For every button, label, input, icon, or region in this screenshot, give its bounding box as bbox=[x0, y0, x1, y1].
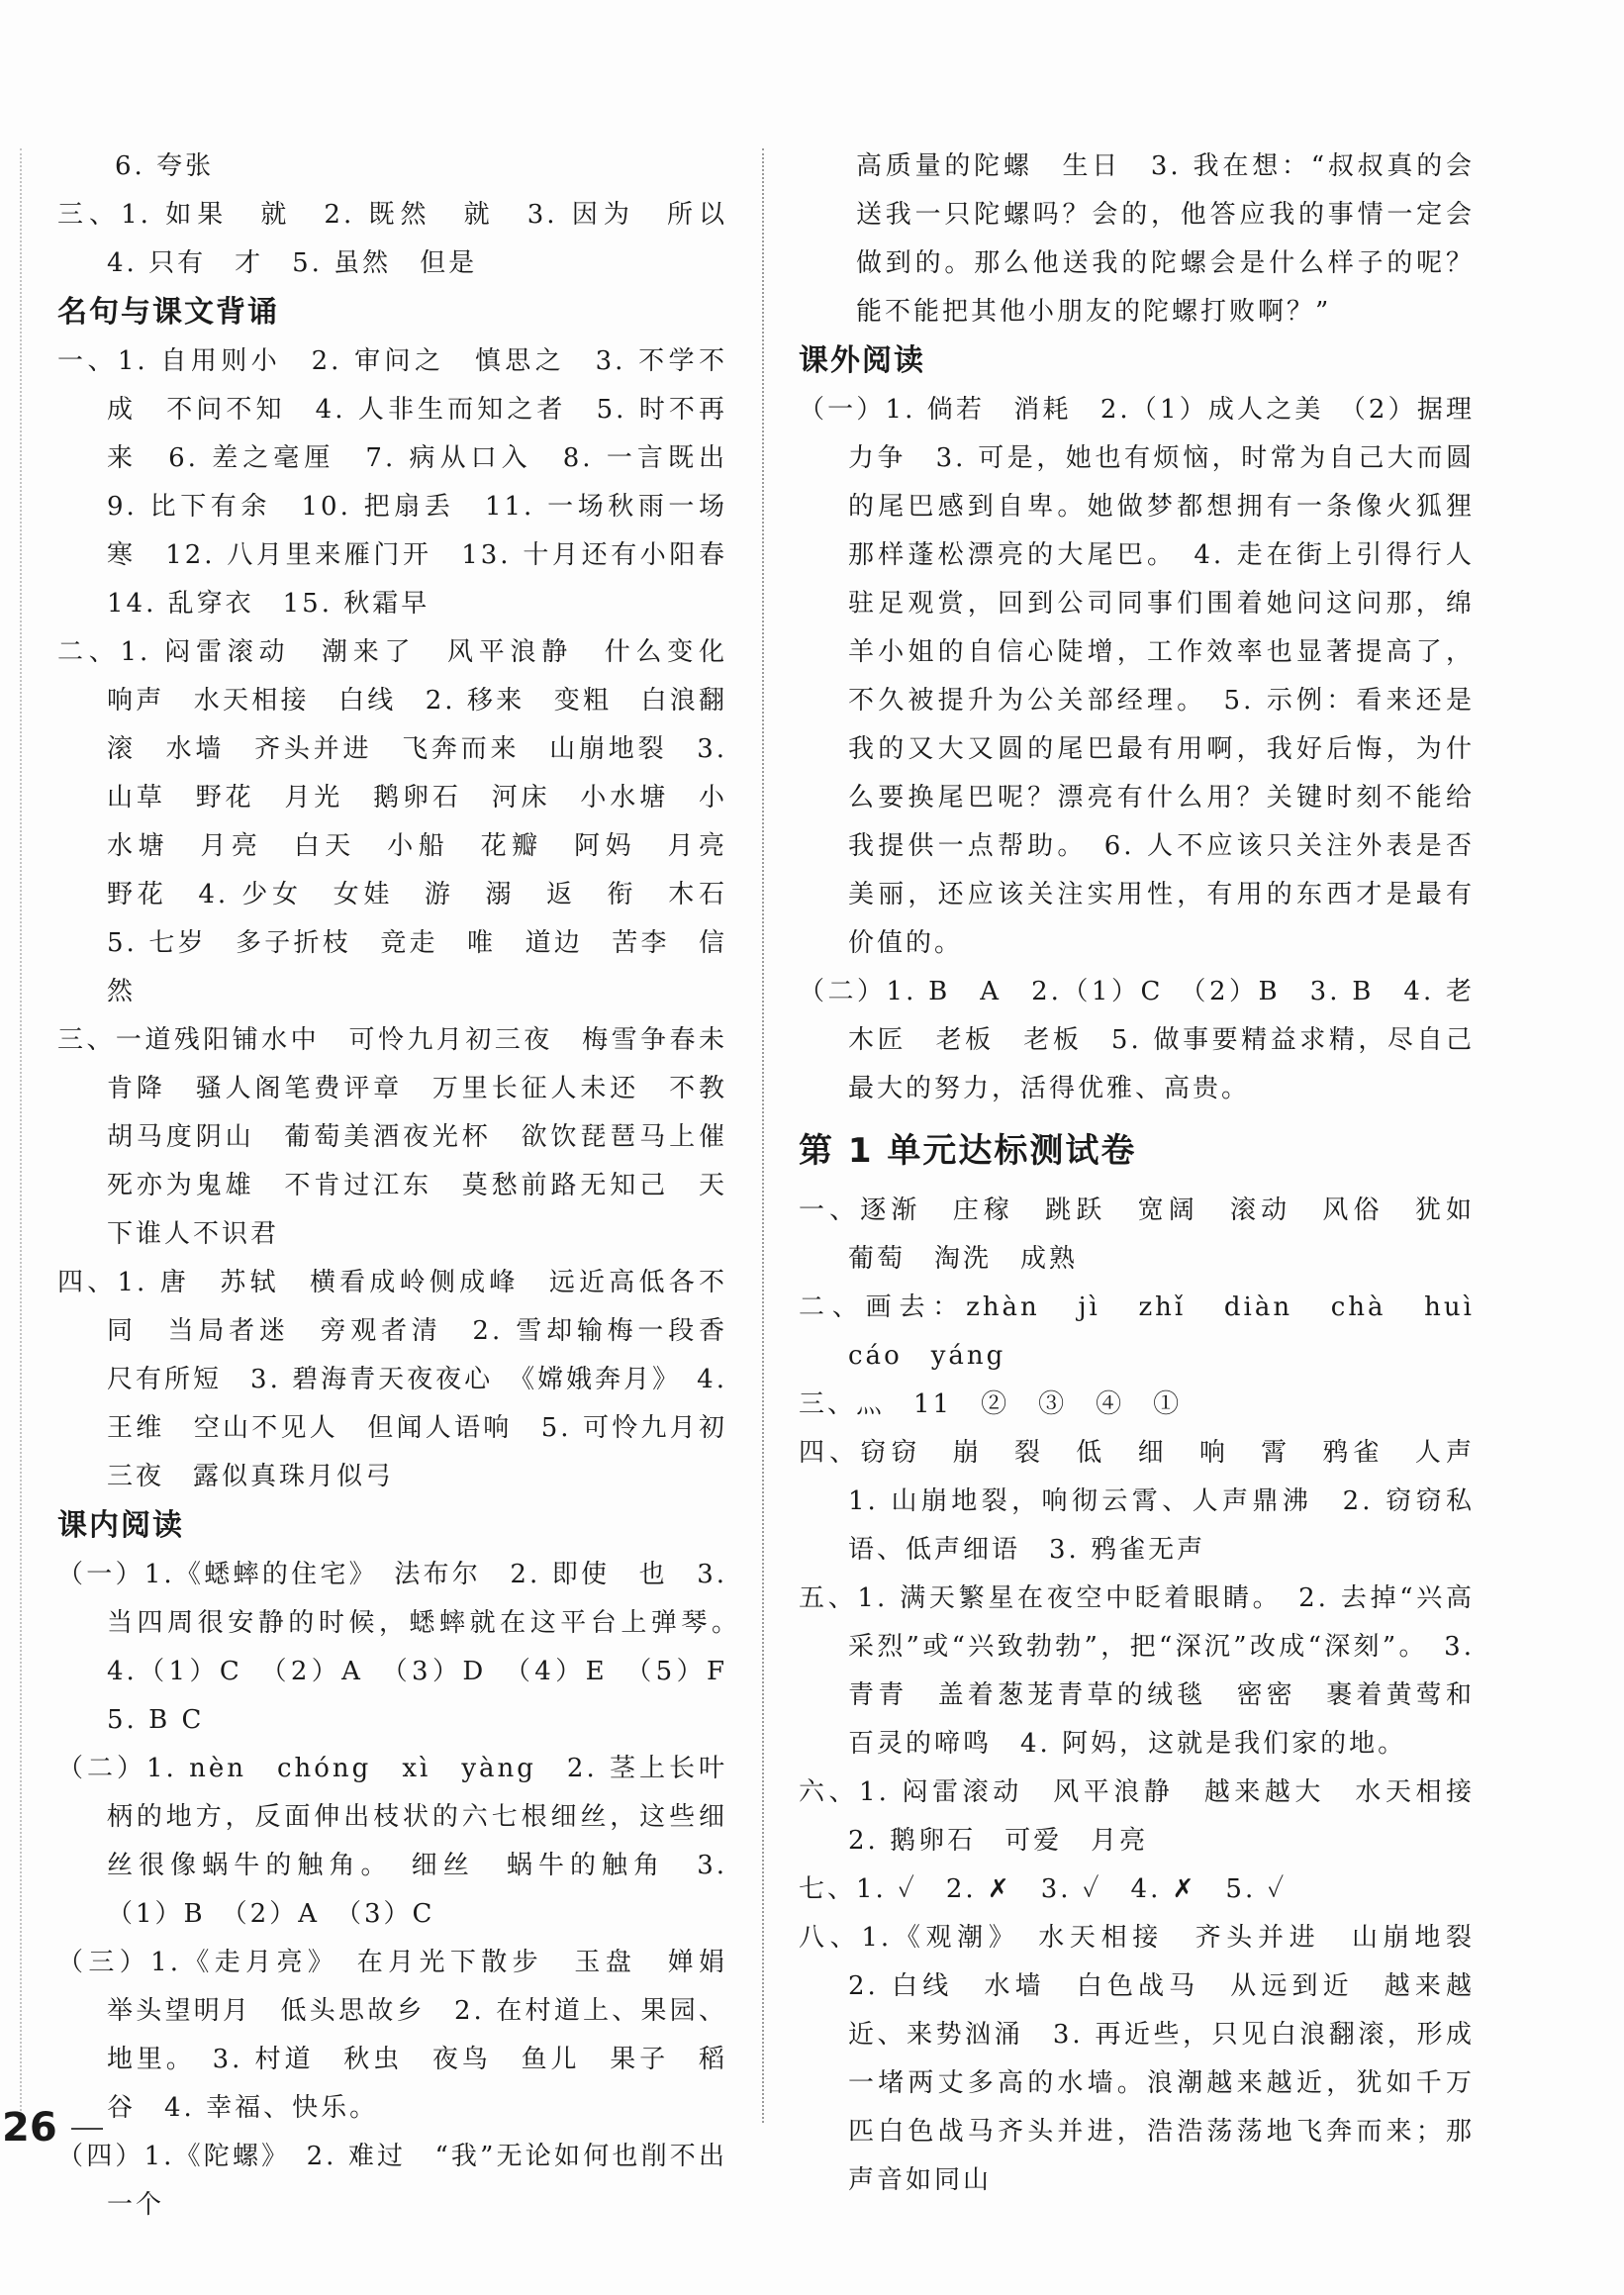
answer-paragraph: 七、1. ✓ 2. ✗ 3. ✓ 4. ✗ 5. ✓ bbox=[799, 1874, 1288, 1904]
page-number: 26 bbox=[2, 2105, 57, 2151]
section-heading: 课外阅读 bbox=[799, 343, 925, 378]
answer-paragraph: 一、逐渐 庄稼 跳跃 宽阔 滚动 风俗 犹如 葡萄 淘洗 成熟 bbox=[799, 1195, 1504, 1274]
answer-paragraph: （一）1. 倘若 消耗 2.（1）成人之美 （2）据理力争 3. 可是，她也有烦恼，时常为自己大而圆的尾巴感到自卑。她做梦都想拥有一条像火狐狸那样蓬松漂亮的大尾巴。 4. 走在街上引得行人驻足观赏，回到公司同事们围着她问这问那，绵羊小姐的自信心陡增，工作效率也显著提高了，不久被提升为公关部经理。 5. 示例：看来还是我的又大又圆的尾巴最有用啊，我好后悔，为什么要换尾巴呢？漂亮有什么用？关键时刻不能给我提供一点帮助。 6. 人不应该只关注外表是否美丽，还应该关注实用性，有用的东西才是最有价值的。 bbox=[799, 395, 1475, 958]
answer-paragraph: 6. 夸张 bbox=[115, 151, 215, 181]
column-divider bbox=[762, 148, 764, 2123]
left-column bbox=[57, 143, 757, 2230]
answer-paragraph: 八、1.《观潮》 水天相接 齐头并进 山崩地裂 2. 白线 水墙 白色战马 从远到近 越来越近、来势汹涌 3. 再近些，只见白浪翻滚，形成一堵两丈多高的水墙。浪潮越来越近，犹如千万匹白色战马齐头并进，浩浩荡荡地飞奔而来；那声音如同山 bbox=[799, 1923, 1504, 2195]
answer-paragraph: 六、1. 闷雷滚动 风平浪静 越来越大 水天相接 2. 鹅卵石 可爱 月亮 bbox=[799, 1777, 1504, 1856]
answer-paragraph: （二）1. nèn chóng xì yàng 2. 茎上长叶柄的地方，反面伸出枝状的六七根细丝，这些细丝很像蜗牛的触角。 细丝 蜗牛的触角 3.（1）B （2）A （3）C bbox=[57, 1754, 727, 1929]
answer-paragraph: （一）1.《蟋蟀的住宅》 法布尔 2. 即使 也 3. 当四周很安静的时候，蟋蟀就在这平台上弹琴。 4.（1）C （2）A （3）D （4）E （5）F 5. B C bbox=[57, 1560, 757, 1735]
answer-paragraph: （三）1.《走月亮》 在月光下散步 玉盘 婵娟 举头望明月 低头思故乡 2. 在村道上、果园、地里。 3. 村道 秋虫 夜鸟 鱼儿 果子 稻谷 4. 幸福、快乐。 bbox=[57, 1948, 757, 2123]
section-heading: 第 1 单元达标测试卷 bbox=[799, 1131, 1137, 1171]
answer-paragraph: （二）1. B A 2.（1）C （2）B 3. B 4. 老木匠 老板 老板 5. 做事要精益求精，尽自己最大的努力，活得优雅、高贵。 bbox=[799, 977, 1475, 1103]
answer-paragraph: 四、窃窃 崩 裂 低 细 响 霄 鸦雀 人声 1. 山崩地裂，响彻云霄、人声鼎沸 2. 窃窃私语、低声细语 3. 鸦雀无声 bbox=[799, 1438, 1504, 1565]
section-heading: 名句与课文背诵 bbox=[57, 295, 279, 330]
answer-paragraph: 高质量的陀螺 生日 3. 我在想：“叔叔真的会送我一只陀螺吗？会的，他答应我的事情一定会做到的。那么他送我的陀螺会是什么样子的呢？能不能把其他小朋友的陀螺打败啊？” bbox=[856, 151, 1475, 327]
section-heading: 课内阅读 bbox=[57, 1508, 184, 1543]
answer-paragraph: 一、1. 自用则小 2. 审问之 慎思之 3. 不学不成 不问不知 4. 人非生而知之者 5. 时不再来 6. 差之毫厘 7. 病从口入 8. 一言既出 9. 比下有余 10. 把扇丢 11. 一场秋雨一场寒 12. 八月里来雁门开 13. 十月还有小阳春 14. 乱穿衣 15. 秋霜早 bbox=[57, 346, 757, 619]
answer-paragraph: 三、灬 11 ② ③ ④ ① bbox=[799, 1389, 1183, 1419]
answer-paragraph: （四）1.《陀螺》 2. 难过 “我”无论如何也削不出一个 bbox=[57, 2142, 727, 2220]
margin-rule bbox=[20, 148, 22, 2123]
answer-paragraph: 二、1. 闷雷滚动 潮来了 风平浪静 什么变化 响声 水天相接 白线 2. 移来 变粗 白浪翻滚 水墙 齐头并进 飞奔而来 山崩地裂 3. 山草 野花 月光 鹅卵石 河床 小水塘 小水塘 月亮 白天 小船 花瓣 阿妈 月亮 野花 4. 少女 女娃 游 溺 返 衔 木石 5. 七岁 多子折枝 竞走 唯 道边 苦李 信然 bbox=[57, 637, 757, 1006]
answer-paragraph: 三、1. 如果 就 2. 既然 就 3. 因为 所以 4. 只有 才 5. 虽然 但是 bbox=[57, 200, 757, 278]
answer-paragraph: 三、一道残阳铺水中 可怜九月初三夜 梅雪争春未肯降 骚人阁笔费评章 万里长征人未还 不教胡马度阴山 葡萄美酒夜光杯 欲饮琵琶马上催 死亦为鬼雄 不肯过江东 莫愁前路无知己 天下谁人不识君 bbox=[57, 1025, 757, 1249]
answer-paragraph: 二、画去：zhàn jì zhǐ diàn chà huì cáo yáng bbox=[799, 1292, 1504, 1371]
answer-paragraph: 四、1. 唐 苏轼 横看成岭侧成峰 远近高低各不同 当局者迷 旁观者清 2. 雪却输梅一段香 尺有所短 3. 碧海青天夜夜心 《嫦娥奔月》 4. 王维 空山不见人 但闻人语响 5. 可怜九月初三夜 露似真珠月似弓 bbox=[57, 1268, 757, 1491]
right-column bbox=[799, 143, 1504, 2205]
page-number-rule bbox=[71, 2128, 103, 2130]
answer-paragraph: 五、1. 满天繁星在夜空中眨着眼睛。 2. 去掉“兴高采烈”或“兴致勃勃”，把“深沉”改成“深刻”。 3. 青青 盖着葱茏青草的绒毯 密密 裹着黄莺和百灵的啼鸣 4. 阿妈，这就是我们家的地。 bbox=[799, 1583, 1475, 1759]
